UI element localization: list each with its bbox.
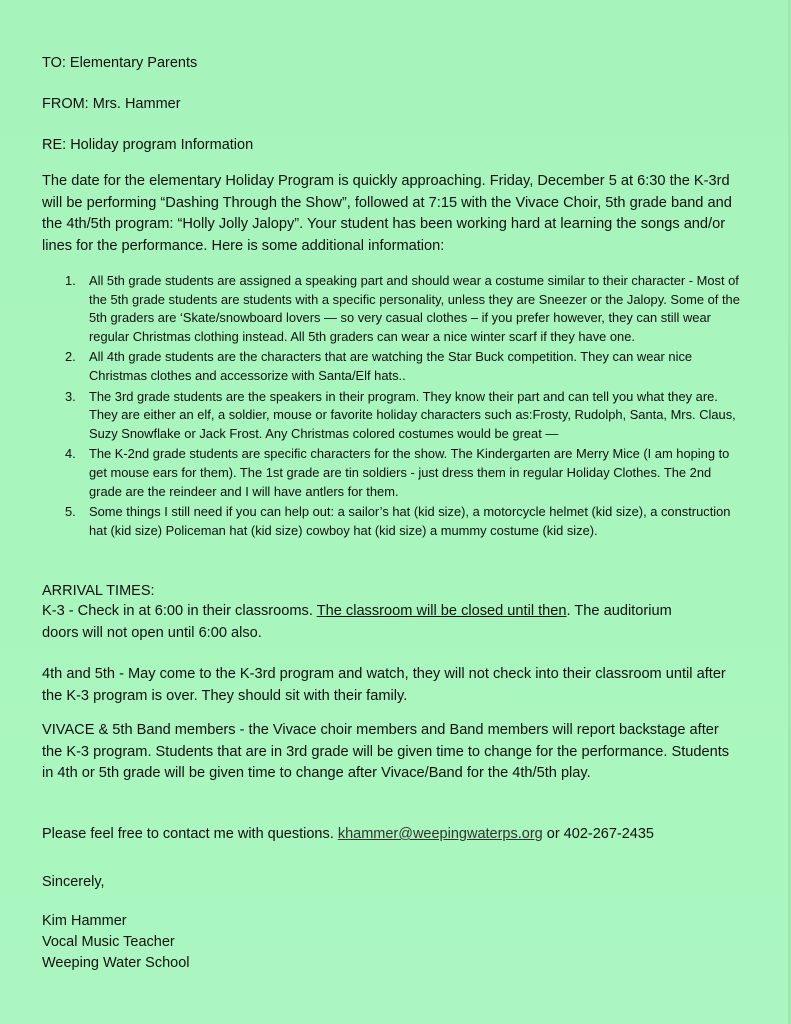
intro-paragraph: The date for the elementary Holiday Program is quickly approaching. Friday, December 5 at 6:30 the K-3rd will be performing “Dashing Through the Show”, followed at 7:15 with the Vivace Choir, 5th grade band and the 4th/5th program: “Holly Jolly Jalopy”. Your student has been working hard at learning the songs and/or lines for the performance. Here is some additional information: bbox=[42, 173, 732, 254]
arrival-4th-5th: 4th and 5th - May come to the K-3rd program and watch, they will not check into their classroom until after the K-3 program is over. They should sit with their family. bbox=[42, 666, 726, 704]
arrival-k3: K-3 - Check in at 6:00 in their classrooms. The classroom will be closed until then. The auditorium doors will not open until 6:00 also. bbox=[42, 603, 672, 641]
email-link[interactable]: khammer@weepingwaterps.org bbox=[337, 826, 543, 842]
list-item: 2. All 4th grade students are the characters that are watching the Star Buck competition. They can wear nice Christmas clothes and accessorize with Santa/Elf hats.. bbox=[65, 349, 693, 383]
memo-from: FROM: Mrs. Hammer bbox=[42, 96, 181, 112]
closed-notice: The classroom will be closed until then bbox=[316, 603, 567, 619]
contact-line: Please feel free to contact me with questions. khammer@weepingwaterps.org or 402-267-2435 bbox=[42, 826, 654, 842]
list-item: 1. All 5th grade students are assigned a speaking part and should wear a costume similar to their character - Most of the 5th grade students are students with a specific personality, unless they are Sneezer or the Jalopy. Some of the 5th graders are ‘Skate/snowboard lovers — so very casual clothes – if you prefer however, they can still wear regular Christmas clothing instead. All 5th graders can wear a nice winter scarf if they have one. bbox=[65, 273, 740, 344]
memo-re: RE: Holiday program Information bbox=[42, 137, 254, 153]
list-item: 5. Some things I still need if you can help out: a sailor’s hat (kid size), a motorcycle helmet (kid size), a construction hat (kid size) Policeman hat (kid size) cowboy hat (kid size) a mummy costume (kid size). bbox=[65, 504, 731, 538]
arrival-vivace: VIVACE & 5th Band members - the Vivace choir members and Band members will report backstage after the K-3 program. Students that are in 3rd grade will be given time to change for the performance. Students in 4th or 5th grade will be given time to change after Vivace/Band for the 4th/5th play. bbox=[42, 722, 730, 781]
info-list bbox=[60, 272, 740, 542]
signature-name: Kim Hammer bbox=[42, 913, 127, 929]
salutation: Sincerely, bbox=[42, 874, 105, 890]
list-item: 4. The K-2nd grade students are specific characters for the show. The Kindergarten are Merry Mice (I am hoping to get mouse ears for them). The 1st grade are tin soldiers - just dress them in regular Holiday Clothes. The 2nd grade are the reindeer and I will have antlers for them. bbox=[65, 446, 730, 499]
list-item: 3. The 3rd grade students are the speakers in their program. They know their part and can tell you what they are. They are either an elf, a soldier, mouse or favorite holiday characters such as:Frosty, Rudolph, Santa, Mrs. Claus, Suzy Snowflake or Jack Frost. Any Christmas colored costumes would be great — bbox=[65, 388, 736, 441]
arrival-heading: ARRIVAL TIMES: bbox=[42, 583, 155, 599]
signature-school: Weeping Water School bbox=[42, 955, 190, 971]
memo-to: TO: Elementary Parents bbox=[42, 55, 198, 71]
signature-title: Vocal Music Teacher bbox=[42, 934, 175, 950]
